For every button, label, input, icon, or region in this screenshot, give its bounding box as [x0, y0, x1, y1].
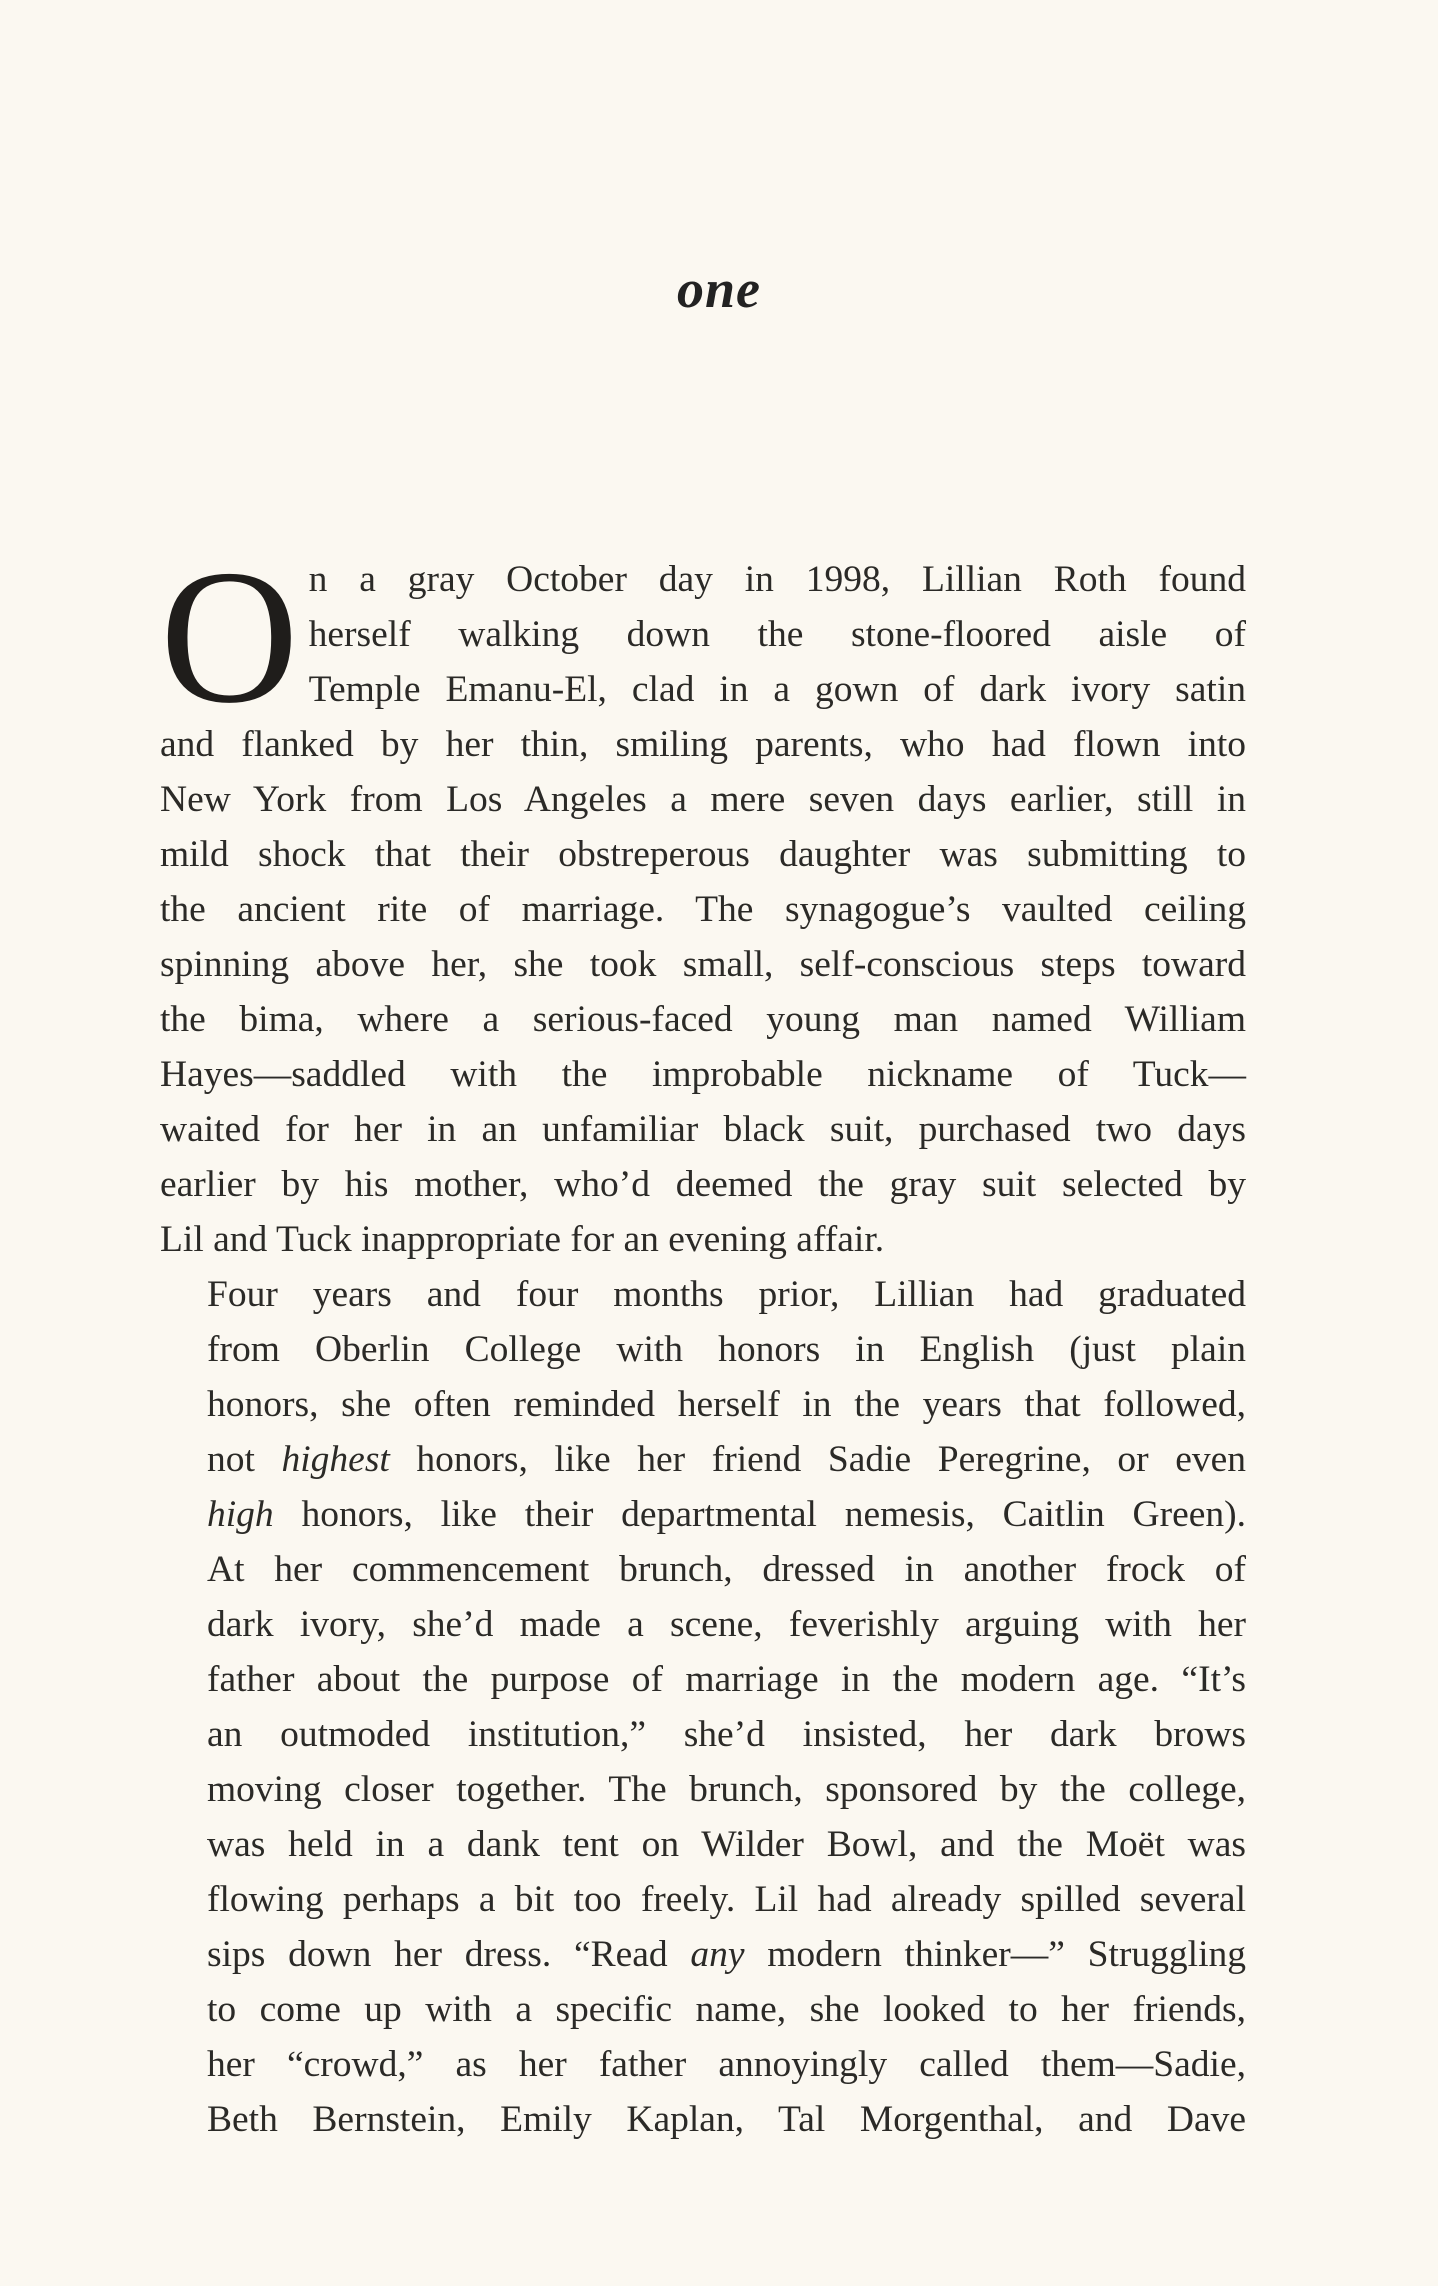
text-line: earlier by his mother, who’d deemed the gray suit selected by — [160, 1164, 1246, 1205]
text-line: Lil and Tuck inappropriate for an evening affair. — [160, 1219, 885, 1260]
text-line: honors, she often reminded herself in the years that followed, — [207, 1384, 1246, 1425]
text-line: waited for her in an unfamiliar black suit, purchased two days — [160, 1109, 1246, 1150]
italic-word: highest — [281, 1439, 390, 1480]
text-line: New York from Los Angeles a mere seven days earlier, still in — [160, 779, 1246, 820]
text-line: was held in a dank tent on Wilder Bowl, and the Moët was — [207, 1824, 1246, 1865]
text-line: the bima, where a serious-faced young man named William — [160, 999, 1246, 1040]
text-line: At her commencement brunch, dressed in another frock of — [207, 1549, 1246, 1590]
text-line: dark ivory, she’d made a scene, feverishly arguing with her — [207, 1604, 1246, 1645]
text-line: the ancient rite of marriage. The synagogue’s vaulted ceiling — [160, 889, 1246, 930]
paragraph-1 — [160, 530, 1246, 1267]
text-line: mild shock that their obstreperous daughter was submitting to — [160, 834, 1246, 875]
text-line: n a gray October day in 1998, Lillian Roth found — [308, 559, 1246, 600]
body-text — [160, 530, 1247, 2147]
paragraph-2-lines — [160, 1267, 1246, 2147]
text-line: an outmoded institution,” she’d insisted, her dark brows — [207, 1714, 1246, 1755]
text-line: from Oberlin College with honors in English (just plain — [207, 1329, 1246, 1370]
paragraph-2 — [160, 1267, 1246, 2147]
text-line: and flanked by her thin, smiling parents, who had flown into — [160, 724, 1246, 765]
text-line: spinning above her, she took small, self-conscious steps toward — [160, 944, 1246, 985]
text-line: moving closer together. The brunch, sponsored by the college, — [207, 1769, 1246, 1810]
text-line: not highest honors, like her friend Sadie Peregrine, or even — [207, 1439, 1247, 1480]
text-line: sips down her dress. “Read any modern thinker—” Struggling — [207, 1934, 1246, 1975]
paragraph-1-lines — [160, 530, 1246, 1267]
chapter-title: one — [677, 259, 761, 319]
text-line: Hayes—saddled with the improbable nickname of Tuck— — [160, 1054, 1246, 1095]
text-line: herself walking down the stone-floored aisle of — [308, 614, 1246, 655]
text-line: Four years and four months prior, Lillian had graduated — [207, 1274, 1246, 1315]
text-line: father about the purpose of marriage in the modern age. “It’s — [207, 1659, 1246, 1700]
text-line: her “crowd,” as her father annoyingly called them—Sadie, — [207, 2044, 1246, 2085]
italic-word: high — [207, 1494, 274, 1535]
text-line: Beth Bernstein, Emily Kaplan, Tal Morgenthal, and Dave — [207, 2099, 1246, 2140]
drop-cap: O — [160, 530, 299, 743]
text-line: Temple Emanu-El, clad in a gown of dark ivory satin — [308, 669, 1246, 710]
text-line: to come up with a specific name, she looked to her friends, — [207, 1989, 1246, 2030]
text-line: high honors, like their departmental nemesis, Caitlin Green). — [207, 1494, 1246, 1535]
text-line: flowing perhaps a bit too freely. Lil had already spilled several — [207, 1879, 1246, 1920]
italic-word: any — [690, 1934, 745, 1975]
